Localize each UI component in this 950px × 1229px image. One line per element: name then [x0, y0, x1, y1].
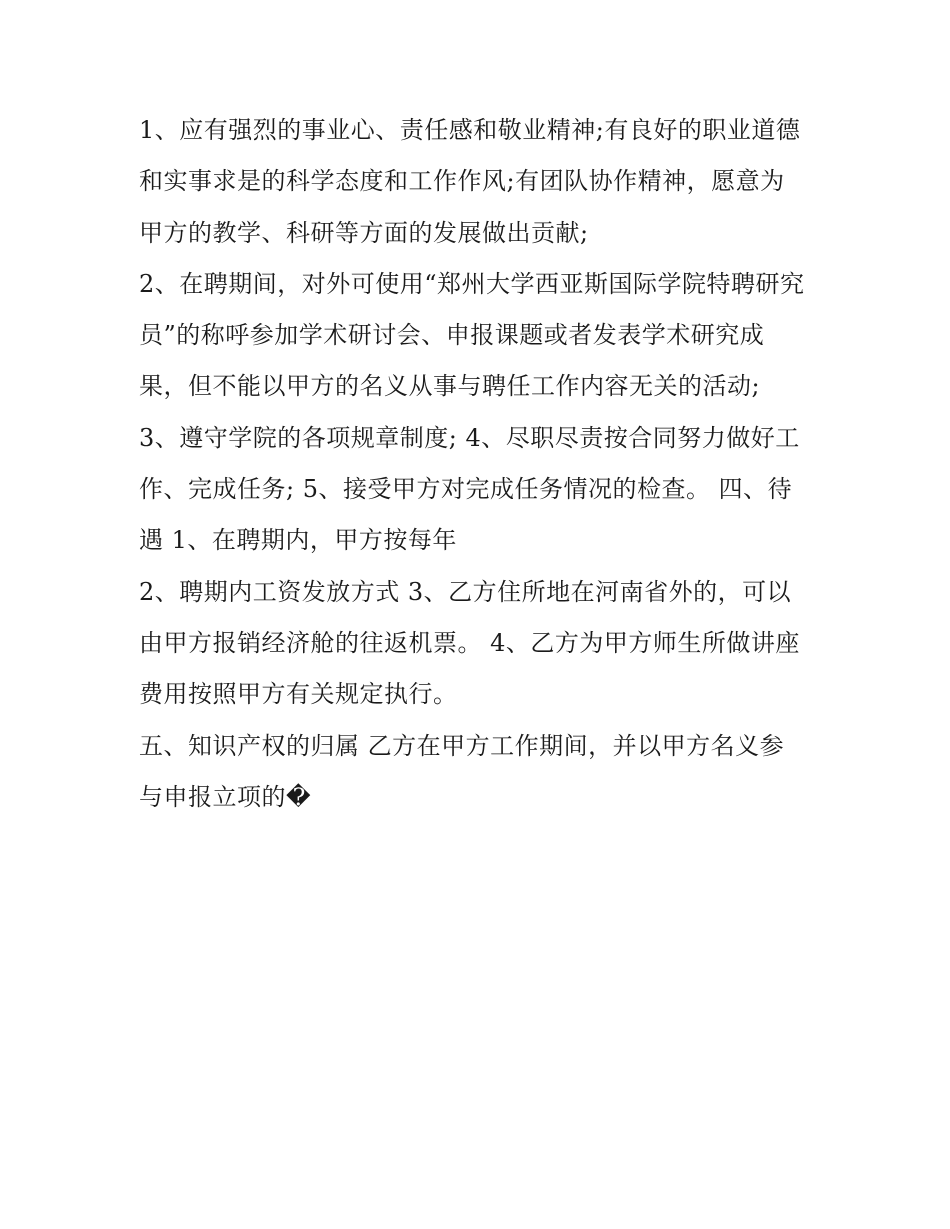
text-line: 由甲方报销经济舱的往返机票。 4、乙方为甲方师生所做讲座 — [139, 628, 800, 657]
text-line: 2、聘期内工资发放方式 3、乙方住所地在河南省外的，可以 — [139, 577, 792, 606]
text-line: 费用按照甲方有关规定执行。 — [139, 680, 458, 709]
text-line: 员”的称呼参加学术研讨会、申报课题或者发表学术研究成 — [139, 321, 765, 350]
text-line: 遇 1、在聘期内，甲方按每年 — [139, 526, 457, 555]
text-line: 作、完成任务; 5、接受甲方对完成任务情况的检查。 四、待 — [139, 475, 793, 504]
text-line: 五、知识产权的归属 乙方在甲方工作期间，并以甲方名义参 — [139, 731, 785, 760]
text-line: 甲方的教学、科研等方面的发展做出贡献; — [139, 218, 589, 247]
text-line: 和实事求是的科学态度和工作作风;有团队协作精神，愿意为 — [139, 167, 785, 196]
text-line: 1、应有强烈的事业心、责任感和敬业精神;有良好的职业道德 — [139, 116, 801, 144]
text-line: 与申报立项的� — [139, 782, 312, 811]
text-line: 3、遵守学院的各项规章制度; 4、尽职尽责按合同努力做好工 — [139, 423, 800, 452]
text-line: 果，但不能以甲方的名义从事与聘任工作内容无关的活动; — [139, 372, 761, 401]
document-body — [139, 110, 839, 828]
text-line: 2、在聘期间，对外可使用“郑州大学西亚斯国际学院特聘研究 — [139, 269, 805, 298]
